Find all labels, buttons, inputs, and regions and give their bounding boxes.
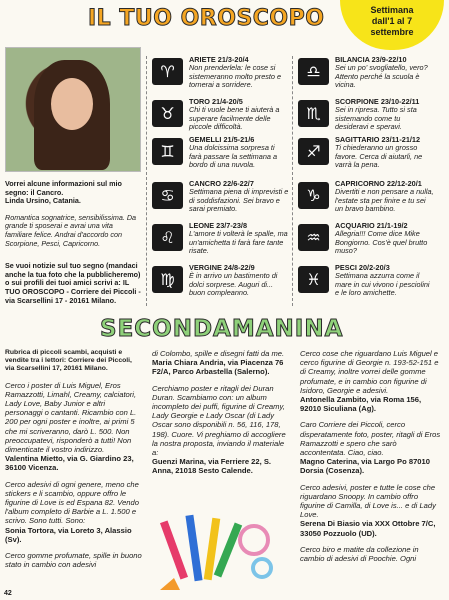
page-number: 42	[4, 590, 12, 597]
zodiac-icon: ♊	[152, 138, 183, 165]
pen-blue	[185, 515, 202, 581]
sign-forecast: Settimana piena di imprevisti e di soddisfazioni. Sei bravo e sarai premiato.	[189, 187, 289, 214]
send-info: Se vuoi notizie sul tuo segno (mandaci anche la tua foto che la pubblicheremo) o sui profili dei tuoi amici scrivi a: IL TUO OROSCOPO - Corriere dei Piccoli - via Scarsellini 17 - 20161 Milano.	[5, 261, 141, 305]
sign-text	[189, 222, 289, 256]
ad-contact: Guenzi Marina, via Ferriere 22, S. Anna, 21018 Sesto Calende.	[152, 457, 272, 476]
classified-ad	[300, 483, 444, 538]
sign-name: LEONE 23/7-23/8	[189, 221, 247, 230]
week-badge	[340, 0, 444, 50]
classified-ad	[5, 381, 143, 473]
rubric-intro: Rubrica di piccoli scambi, acquisti e vendite tra i lettori: Corriere dei Piccoli, via Scarsellini 17, 20161 Milano.	[5, 349, 132, 373]
ad-text: Cerco i poster di Luis Miguel, Eros Ramazzotti, Limahl, Creamy, calciatori, Lady Love, Baby Junior e altri personaggi o cantanti. Ricambio con L. 200 per ogni poster e inoltre, ai primi 5 che mi scriveranno, darò L. 500. Non preoccupatevi, risponderò a tutti! Non dimenticate il vostro indirizzo.	[5, 380, 137, 455]
sign-forecast: Una dolcissima sorpresa ti farà passare la settimana a bordo di una nuvola.	[189, 143, 278, 170]
ad-text: Cerchiamo poster e ritagli dei Duran Duran. Scambiamo con: un album incompleto dei puffi, figurine di Creamy, Lady Georgie e Lady Oscar (di Lady Oscar sono disponibili n. 56, 116, 178, 198). Cuore. Vi preghiamo di accogliere la nostra proposta, inviando il materiale a:	[152, 383, 286, 458]
sign-text	[189, 136, 289, 170]
classified-ad	[300, 349, 444, 413]
ad-contact: Valentina Mietto, via G. Giardino 23, 36100 Vicenza.	[5, 454, 134, 473]
sign-name: SCORPIONE 23/10-22/11	[335, 97, 420, 106]
classified-ad	[152, 349, 292, 377]
sign-text	[335, 98, 435, 132]
stationery-illustration	[150, 510, 278, 596]
sign-name: TORO 21/4-20/5	[189, 97, 243, 106]
column-divider	[146, 56, 147, 306]
sign-forecast: Ti chiederanno un grosso favore. Cerca di aiutarli, ne varrà la pena.	[335, 143, 423, 170]
ad-text: Cerco adesivi di ogni genere, meno che stickers e li scambio, oppure offro le figurine di Love is ed Espana 82. Vendo l'album completo di Barbie a L. 1.500 e scrivo. Sono tutti. Sono:	[5, 479, 139, 526]
sign-forecast: Allegria!!! Come dice Mike Bongiorno. Cos'è quel brutto muso?	[335, 229, 428, 256]
sign-forecast: L'amore ti volterà le spalle, ma un'amichetta ti farà fare tante risate.	[189, 229, 288, 256]
ad-text: Cerco biro e matite da collezione in cambio di adesivi di Poochie. Ogni	[300, 544, 419, 564]
column-2	[152, 349, 292, 483]
zodiac-icon: ♐	[298, 138, 329, 165]
column-divider	[292, 56, 293, 306]
ad-contact: Serena Di Biasio via XXX Ottobre 7/C, 33050 Pozzuolo (UD).	[300, 519, 436, 538]
horoscope-title: IL TUO OROSCOPO	[88, 6, 325, 31]
sign-forecast: Chi ti vuole bene ti aiuterà a superare facilmente delle piccole difficoltà.	[189, 105, 280, 132]
sign-name: VERGINE 24/8-22/9	[189, 263, 255, 272]
ad-text: Caro Corriere dei Piccoli, cerco disperatamente foto, poster, ritagli di Eros Ramazzotti e spero che sarò accontentata. Ciao, ciao.	[300, 420, 441, 458]
letter-intro: Vorrei alcune informazioni sul mio segno: il Cancro.	[5, 179, 122, 197]
bracelet	[253, 559, 271, 577]
left-column	[5, 180, 141, 313]
zodiac-icon: ♓	[298, 266, 329, 293]
sign-text	[189, 264, 289, 298]
ad-contact: Magno Caterina, via Largo Po 87010 Dorsia (Cosenza).	[300, 457, 430, 476]
classified-ad	[152, 384, 292, 476]
zodiac-icon: ♍	[152, 266, 183, 293]
ad-text: Cerco gomme profumate, spille in buono stato in cambio con adesivi	[5, 551, 142, 570]
ad-text: Cerco adesivi, poster e tutte le cose che riguardano Snoopy. In cambio offro figurine di Camilla, di Love is... e di Lady Love.	[300, 482, 436, 520]
zodiac-icon: ♉	[152, 100, 183, 127]
classified-ad	[300, 420, 444, 475]
sign-text	[335, 180, 435, 214]
sign-name: SAGITTARIO 23/11-21/12	[335, 135, 421, 144]
sign-text	[189, 98, 289, 132]
photo-face	[51, 78, 93, 130]
zodiac-icon: ♏	[298, 100, 329, 127]
sign-forecast: Settimana azzurra come il mare in cui vivono i pesciolini e le loro amichette.	[335, 271, 430, 298]
badge-line: settembre	[370, 27, 414, 37]
badge-line: dall'1 al 7	[371, 16, 413, 26]
sign-text	[335, 264, 435, 298]
sign-name: ACQUARIO 21/1-19/2	[335, 221, 408, 230]
ad-contact: Maria Chiara Andria, via Piacenza 76 F2/A, Parco Arbastella (Salerno).	[152, 358, 284, 377]
bracelet	[240, 526, 268, 554]
eraser	[160, 578, 180, 590]
ad-contact: Antonella Zambito, via Roma 156, 92010 Siculiana (Ag).	[300, 395, 422, 414]
letter-signature: Linda Ursino, Catania.	[5, 196, 81, 206]
zodiac-icon: ♈	[152, 58, 183, 85]
zodiac-icon: ♋	[152, 182, 183, 209]
sign-text	[335, 222, 435, 256]
sign-name: PESCI 20/2-20/3	[335, 263, 390, 272]
sign-text	[189, 180, 289, 214]
sign-name: BILANCIA 23/9-22/10	[335, 55, 407, 64]
zodiac-icon: ♌	[152, 224, 183, 251]
sign-forecast: Non prenderlela: le cose si sistemeranno molto presto e tornerai a sorridere.	[189, 63, 282, 90]
classified-ad	[5, 551, 143, 569]
sign-name: GEMELLI 21/5-21/6	[189, 135, 255, 144]
ad-text: di Colombo, spille e disegni fatti da me.	[152, 349, 285, 358]
column-3	[300, 349, 444, 570]
zodiac-icon: ♑	[298, 182, 329, 209]
classified-ad	[300, 545, 444, 563]
secondamanina-title: SECONDAMANINA	[100, 316, 344, 342]
sign-text	[189, 56, 289, 90]
sign-forecast: È in arrivo un bastimento di dolci sorprese. Auguri di... buon compleanno.	[189, 271, 278, 298]
column-1	[5, 349, 143, 576]
sign-text	[335, 56, 435, 90]
zodiac-icon: ♒	[298, 224, 329, 251]
horoscope-reply: Romantica sognatrice, sensibilissima. Da grande ti sposerai e avrai una vita familiare felice. Andrai d'accordo con Scorpione, Pesci, Capricorno.	[5, 212, 137, 248]
badge-line: Settimana	[370, 5, 414, 15]
sign-text	[335, 136, 435, 170]
sign-name: CAPRICORNO 22/12-20/1	[335, 179, 422, 188]
sign-forecast: Sei un po' svogliatello, vero? Attento perché la scuola è vicina.	[335, 63, 428, 90]
reader-photo	[5, 47, 141, 172]
pen-red	[160, 520, 188, 579]
sign-forecast: Sei in ripresa. Tutto si sta sistemando come tu desideravi e speravi.	[335, 105, 417, 132]
sign-name: CANCRO 22/6-22/7	[189, 179, 254, 188]
sign-forecast: Divertiti e non pensare a nulla, l'estate sta per finire e tu sei un bravo bambino.	[335, 187, 434, 214]
classified-ad	[5, 480, 143, 544]
zodiac-icon: ♎	[298, 58, 329, 85]
ad-text: Cerco cose che riguardano Luis Miguel e cerco figurine di Georgie n. 193-52-151 e di Creamy, inoltre vorrei delle gomme profumate, e in cambio con figurine di Isidoro, Georgie e adesivi.	[300, 349, 439, 395]
ad-contact: Sonia Tortora, via Loreto 3, Alassio (Sv).	[5, 525, 132, 544]
sign-name: ARIETE 21/3-20/4	[189, 55, 249, 64]
